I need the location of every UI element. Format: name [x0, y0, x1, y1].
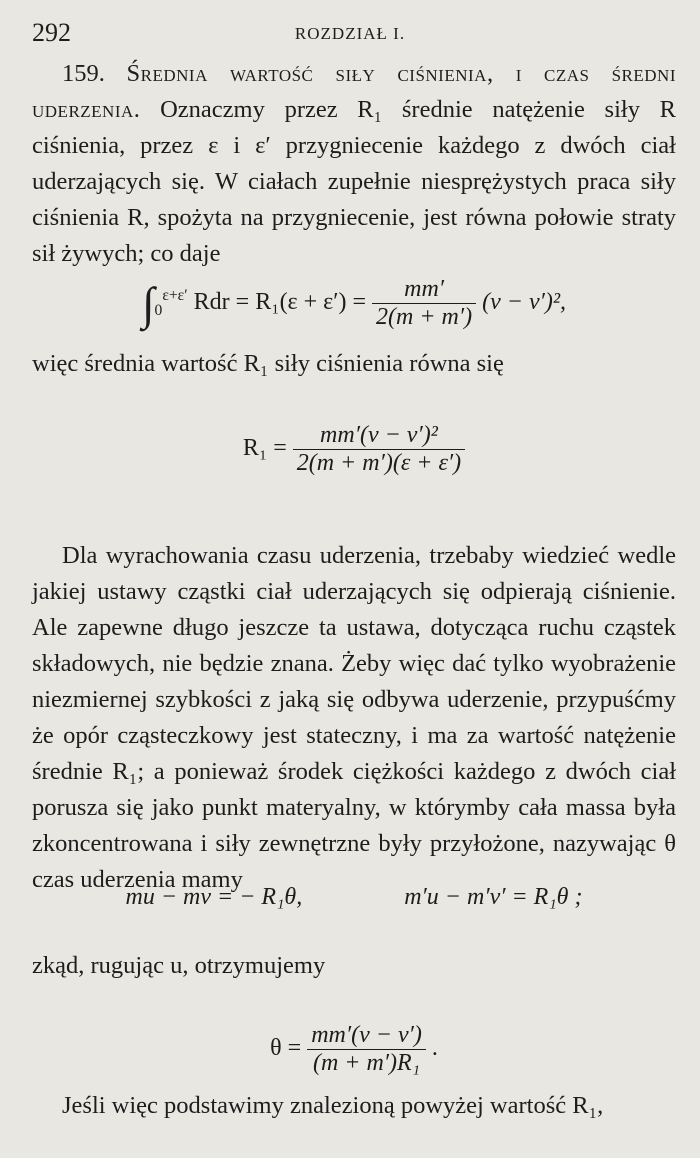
- equation-3-right: m′u − m′v′ = R₁θ ;: [404, 884, 583, 910]
- text-line-zkad: zkąd, rugując u, otrzymujemy: [32, 952, 326, 979]
- equation-2-lhs: R₁ =: [242, 435, 287, 462]
- integral-lower-limit: 0: [154, 301, 163, 319]
- text-line-wiec: więc średnia wartość R₁ siły ciśnienia równa się: [32, 350, 504, 377]
- integral-sign: ∫: [141, 278, 155, 329]
- equation-time: [32, 1022, 676, 1077]
- running-title: ROZDZIAŁ I.: [294, 24, 406, 43]
- paragraph-2: Dla wyrachowania czasu uderzenia, trzebaby wiedzieć wedle jakiej ustawy cząstki ciał uderzających się odpierają ciśnienie. Ale zapewne długo jeszcze ta ustawa, dotycząca ruchu cząstek składowych, nie będzie znana. Żeby więc dać tylko wyobrażenie niezmiernej szybkości z jaką się odbywa uderzenie, przypuśćmy że opór cząsteczkowy jest stateczny, i ma za wartość natężenie średnie R₁; a ponieważ środek ciężkości każdego z dwóch ciał porusza się jako punkt materyalny, w którymby cała massa była zkoncentrowana i siły zewnętrzne były przyłożone, nazywając θ czas uderzenia mamy: [32, 542, 676, 893]
- section-paragraph-1: [32, 56, 676, 272]
- equation-2-numerator: mm′(v − v′)²: [293, 422, 465, 450]
- equation-4-lhs: θ =: [270, 1035, 302, 1062]
- page-header: [32, 18, 668, 48]
- equation-1-numerator: mm′: [372, 276, 476, 304]
- integral-upper-limit: ε+ε′: [162, 287, 188, 305]
- equation-1-lhs: Rdr = R₁(ε + ε′) =: [193, 289, 367, 316]
- section-heading: Średnia wartość siły ciśnienia, i czas średni uderzenia.: [32, 60, 676, 123]
- equation-4-numerator: mm′(v − v′): [307, 1022, 426, 1050]
- equation-4-tail: .: [431, 1035, 438, 1062]
- equation-1-fraction: [372, 276, 476, 331]
- page-number: 292: [32, 18, 71, 47]
- equation-1-rhs: (v − v′)²,: [482, 289, 567, 316]
- section-body: Oznaczmy przez R₁ średnie natężenie siły R ciśnienia, przez ε i ε′ przygniecenie każdego z dwóch ciał uderzających się. W ciałach zupełnie niesprężystych praca siły ciśnienia R, spożyta na przygniecenie, jest równa połowie straty sił żywych; co daje: [32, 96, 677, 267]
- equation-2-fraction: [293, 422, 465, 477]
- equation-4-fraction: [307, 1022, 426, 1077]
- equation-work: [32, 276, 676, 331]
- equation-2-denominator: 2(m + m′)(ε + ε′): [296, 450, 462, 476]
- equation-momentum: [32, 884, 676, 911]
- equation-4-denominator: (m + m′)R₁: [312, 1050, 421, 1076]
- text-line-jesli: Jeśli więc podstawimy znalezioną powyżej wartość R₁,: [62, 1092, 604, 1119]
- equation-1-denominator: 2(m + m′): [376, 304, 473, 330]
- section-number: 159.: [62, 60, 105, 87]
- equation-mean-pressure: [32, 422, 676, 477]
- equation-3-left: mu − mv = − R₁θ,: [125, 884, 303, 910]
